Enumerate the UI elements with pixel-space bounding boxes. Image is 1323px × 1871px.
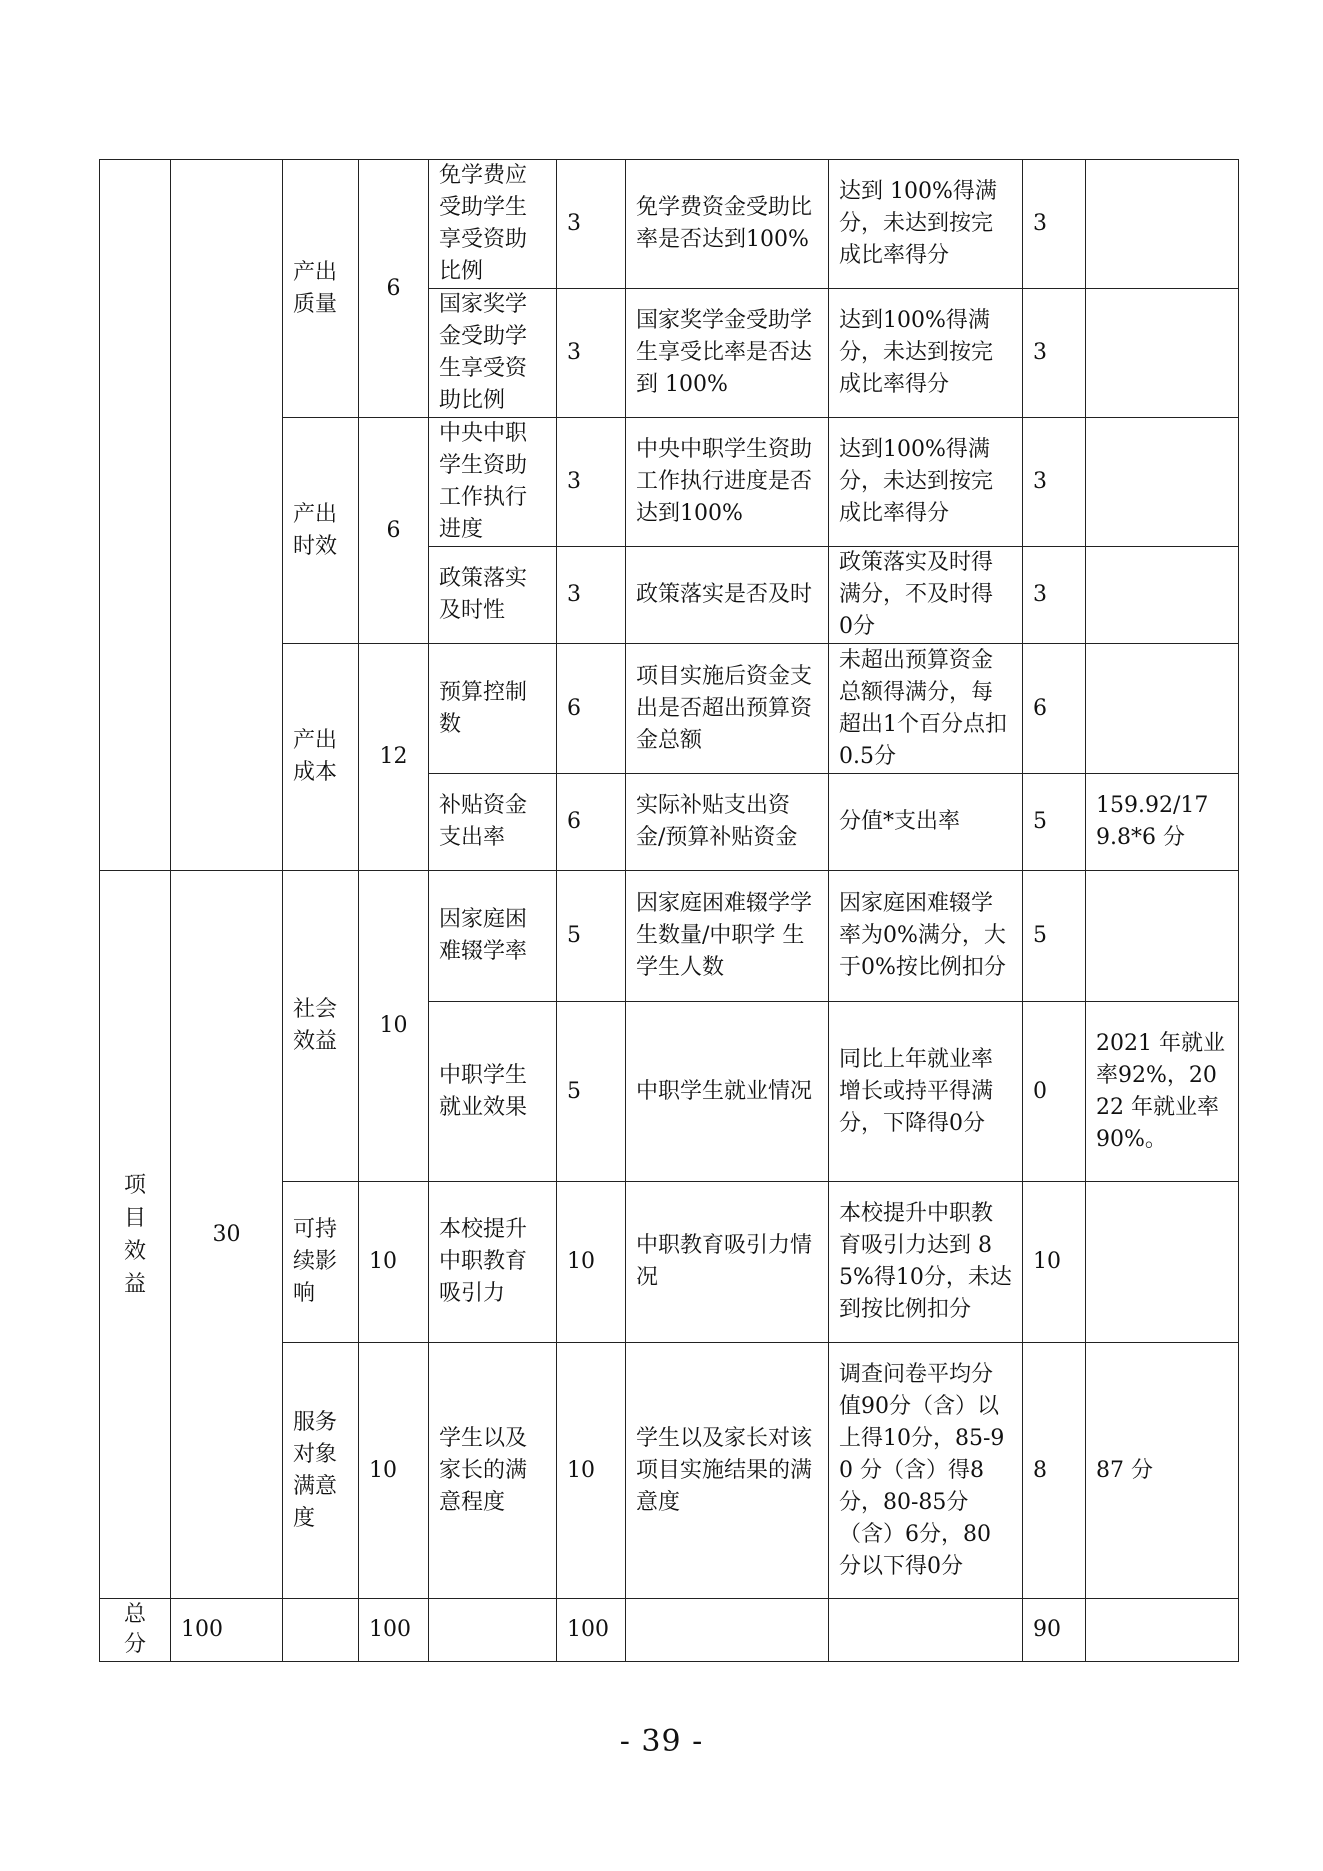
primary-indicator-label: 项目效益: [123, 1172, 146, 1297]
evaluation-standard: 学生以及家长对该项目实施结果的满意度: [626, 1343, 829, 1599]
scoring-method: 达到100%得满分，未达到按完成比率得分: [829, 418, 1023, 547]
tertiary-indicator: 补贴资金支出率: [429, 774, 557, 871]
note: 87 分: [1086, 1343, 1239, 1599]
secondary-indicator: 服务对象满意度: [283, 1343, 359, 1599]
tertiary-indicator: 国家奖学金受助学生享受资助比例: [429, 289, 557, 418]
tertiary-indicator: 政策落实及时性: [429, 547, 557, 644]
scoring-method: 本校提升中职教育吸引力达到 85%得10分，未达到按比例扣分: [829, 1182, 1023, 1343]
secondary-weight: 10: [359, 1182, 429, 1343]
total-row: [100, 1599, 1239, 1662]
scoring-method: 达到 100%得满分，未达到按完成比率得分: [829, 160, 1023, 289]
note: [1086, 160, 1239, 289]
secondary-weight: 10: [359, 871, 429, 1182]
tertiary-weight: 3: [557, 547, 626, 644]
note: [1086, 644, 1239, 774]
score: 3: [1023, 289, 1086, 418]
secondary-weight: 6: [359, 160, 429, 418]
evaluation-standard: 中央中职学生资助工作执行进度是否达到100%: [626, 418, 829, 547]
evaluation-standard: 项目实施后资金支出是否超出预算资金总额: [626, 644, 829, 774]
tertiary-indicator: 预算控制数: [429, 644, 557, 774]
tertiary-indicator: 免学费应受助学生享受资助比例: [429, 160, 557, 289]
evaluation-standard: 实际补贴支出资金/预算补贴资金: [626, 774, 829, 871]
score: 5: [1023, 871, 1086, 1002]
tertiary-weight: 10: [557, 1182, 626, 1343]
score: 8: [1023, 1343, 1086, 1599]
score: 5: [1023, 774, 1086, 871]
secondary-indicator: 可持续影响: [283, 1182, 359, 1343]
total-empty-cell: [829, 1599, 1023, 1662]
secondary-indicator: 社会效益: [283, 871, 359, 1182]
note: 2021 年就业率92%，2022 年就业率 90%。: [1086, 1002, 1239, 1182]
scoring-method: 调查问卷平均分值90分（含）以上得10分，85-90 分（含）得8分，80-85分（含）6分，80分以下得0分: [829, 1343, 1023, 1599]
evaluation-standard: 国家奖学金受助学生享受比率是否达到 100%: [626, 289, 829, 418]
total-label-text: 总分: [123, 1601, 146, 1657]
score: 3: [1023, 160, 1086, 289]
tertiary-weight: 3: [557, 160, 626, 289]
secondary-indicator: 产出时效: [283, 418, 359, 644]
total-secondary-weight: 100: [359, 1599, 429, 1662]
note: [1086, 871, 1239, 1002]
evaluation-standard: 政策落实是否及时: [626, 547, 829, 644]
tertiary-weight: 6: [557, 644, 626, 774]
note: [1086, 418, 1239, 547]
score: 3: [1023, 418, 1086, 547]
total-empty-cell: [283, 1599, 359, 1662]
note: 159.92/179.8*6 分: [1086, 774, 1239, 871]
total-empty-cell: [429, 1599, 557, 1662]
score: 0: [1023, 1002, 1086, 1182]
tertiary-weight: 10: [557, 1343, 626, 1599]
note: [1086, 1182, 1239, 1343]
score: 3: [1023, 547, 1086, 644]
evaluation-standard: 免学费资金受助比率是否达到100%: [626, 160, 829, 289]
tertiary-weight: 3: [557, 418, 626, 547]
primary-cell-empty: [100, 160, 171, 871]
total-score: 90: [1023, 1599, 1086, 1662]
scoring-method: 同比上年就业率增长或持平得满分，下降得0分: [829, 1002, 1023, 1182]
total-tertiary-weight: 100: [557, 1599, 626, 1662]
primary-weight: 30: [171, 871, 283, 1599]
tertiary-weight: 5: [557, 1002, 626, 1182]
scoring-method: 未超出预算资金总额得满分，每超出1个百分点扣0.5分: [829, 644, 1023, 774]
note: [1086, 547, 1239, 644]
scoring-method: 达到100%得满分，未达到按完成比率得分: [829, 289, 1023, 418]
evaluation-standard: 中职教育吸引力情况: [626, 1182, 829, 1343]
secondary-weight: 6: [359, 418, 429, 644]
total-empty-cell: [1086, 1599, 1239, 1662]
total-label: [100, 1599, 171, 1662]
tertiary-indicator: 本校提升中职教育吸引力: [429, 1182, 557, 1343]
secondary-weight: 12: [359, 644, 429, 871]
table-row: [100, 871, 1239, 1002]
tertiary-indicator: 因家庭困难辍学率: [429, 871, 557, 1002]
secondary-indicator: 产出成本: [283, 644, 359, 871]
total-empty-cell: [626, 1599, 829, 1662]
secondary-indicator: 产出质量: [283, 160, 359, 418]
evaluation-table: [99, 159, 1239, 1662]
scoring-method: 分值*支出率: [829, 774, 1023, 871]
note: [1086, 289, 1239, 418]
secondary-weight: 10: [359, 1343, 429, 1599]
tertiary-weight: 3: [557, 289, 626, 418]
primary-indicator: [100, 871, 171, 1599]
scoring-method: 政策落实及时得满分，不及时得 0分: [829, 547, 1023, 644]
tertiary-weight: 6: [557, 774, 626, 871]
score: 6: [1023, 644, 1086, 774]
evaluation-standard: 因家庭困难辍学学生数量/中职学 生学生人数: [626, 871, 829, 1002]
page-number: - 39 -: [619, 1724, 704, 1759]
tertiary-indicator: 学生以及家长的满意程度: [429, 1343, 557, 1599]
evaluation-standard: 中职学生就业情况: [626, 1002, 829, 1182]
total-primary-weight: 100: [171, 1599, 283, 1662]
tertiary-indicator: 中职学生就业效果: [429, 1002, 557, 1182]
tertiary-indicator: 中央中职学生资助工作执行进度: [429, 418, 557, 547]
table-row: [100, 160, 1239, 289]
primary-weight-cell-empty: [171, 160, 283, 871]
scoring-method: 因家庭困难辍学率为0%满分，大于0%按比例扣分: [829, 871, 1023, 1002]
tertiary-weight: 5: [557, 871, 626, 1002]
score: 10: [1023, 1182, 1086, 1343]
